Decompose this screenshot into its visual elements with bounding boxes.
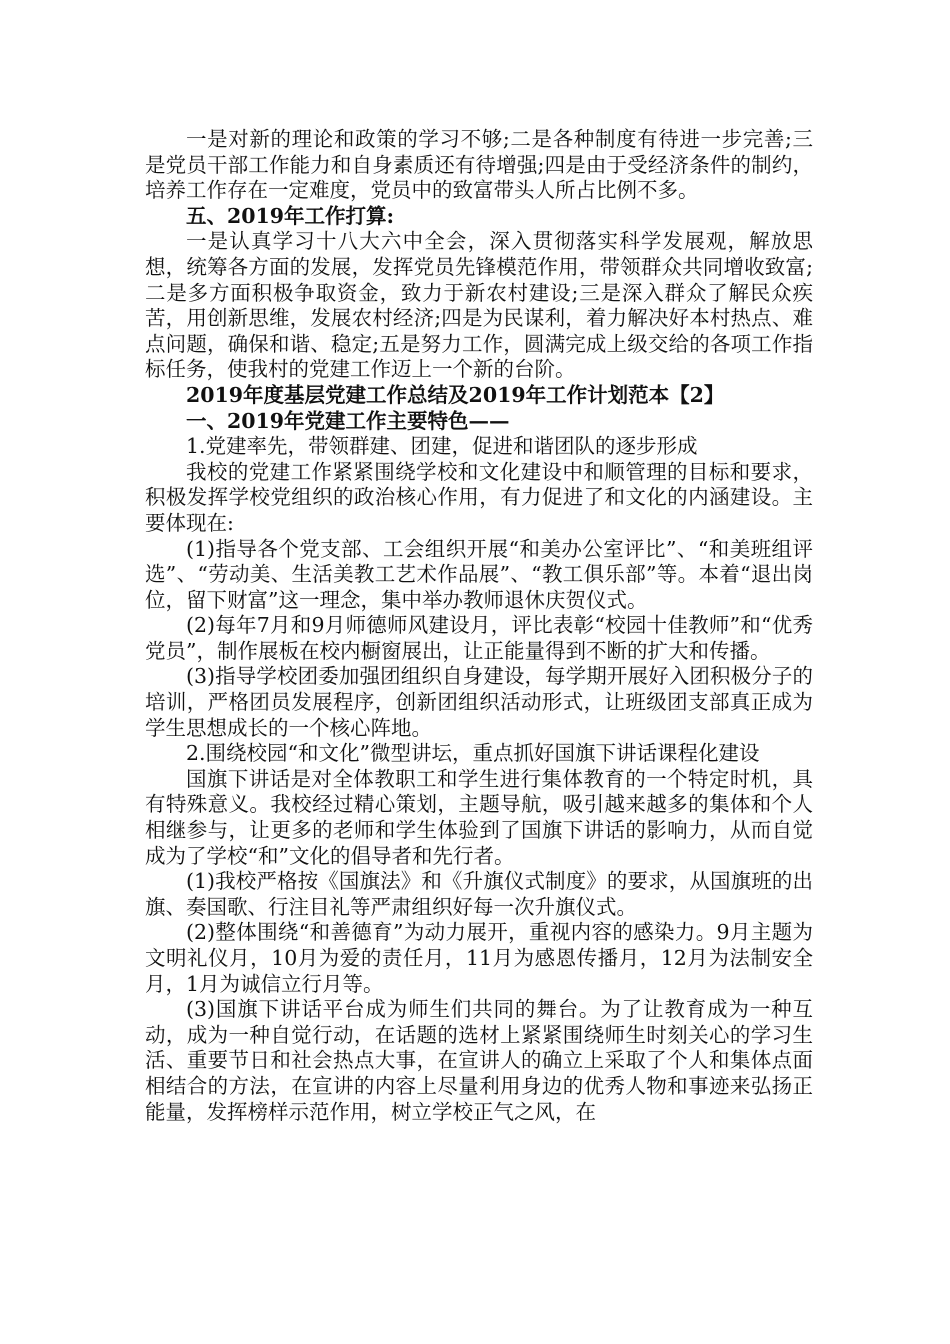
paragraph-plan: 一是认真学习十八大六中全会，深入贯彻落实科学发展观，解放思想，统筹各方面的发展，发挥党员先锋模范作用，带领群众共同增收致富;二是多方面积极争取资金，致力于新农村建设;三是深入群众了解民众疾苦，用创新思维，发展农村经济;四是为民谋利，着力解决好本村热点、难点问题，确保和谐、稳定;五是努力工作，圆满完成上级交给的各项工作指标任务，使我村的党建工作迈上一个新的台阶。 (145, 229, 813, 382)
list-item-1: (1)指导各个党支部、工会组织开展“和美办公室评比”、“和美班组评选”、“劳动美、生活美教工艺术作品展”、“教工俱乐部”等。本着“退出岗位，留下财富”这一理念，集中举办教师退休庆贺仪式。 (145, 536, 813, 612)
document-body (145, 127, 813, 1125)
paragraph-problems: 一是对新的理论和政策的学习不够;二是各种制度有待进一步完善;三是党员干部工作能力和自身素质还有待增强;四是由于受经济条件的制约，培养工作存在一定难度，党员中的致富带头人所占比例不多。 (145, 127, 813, 203)
list-item-3: (3)指导学校团委加强团组织自身建设，每学期开展好入团积极分子的培训，严格团员发展程序，创新团组织活动形式，让班级团支部真正成为学生思想成长的一个核心阵地。 (145, 664, 813, 740)
list-item-2: (2)每年7月和9月师德师风建设月，评比表彰“校园十佳教师”和“优秀党员”，制作展板在校内橱窗展出，让正能量得到不断的扩大和传播。 (145, 613, 813, 663)
paragraph-flag-speech: 国旗下讲话是对全体教职工和学生进行集体教育的一个特定时机，具有特殊意义。我校经过精心策划，主题导航，吸引越来越多的集体和个人相继参与，让更多的老师和学生体验到了国旗下讲话的影响力，从而自觉成为了学校“和”文化的倡导者和先行者。 (145, 766, 813, 868)
subheading-flag-speech: 2.围绕校园“和文化”微型讲坛，重点抓好国旗下讲话课程化建设 (186, 741, 760, 766)
document-title: 2019年度基层党建工作总结及2019年工作计划范本【2】 (186, 382, 725, 407)
subheading-party-first: 1.党建率先，带领群建、团建，促进和谐团队的逐步形成 (186, 434, 698, 459)
flag-list-item-3: (3)国旗下讲话平台成为师生们共同的舞台。为了让教育成为一种互动，成为一种自觉行动，在话题的选材上紧紧围绕师生时刻关心的学习生活、重要节日和社会热点大事，在宣讲人的确立上采取了个人和集体点面相结合的方法，在宣讲的内容上尽量利用身边的优秀人物和事迹来弘扬正能量，发挥榜样示范作用，树立学校正气之风，在 (145, 997, 813, 1124)
section-heading-features: 一、2019年党建工作主要特色—— (186, 408, 510, 433)
section-heading-plan: 五、2019年工作打算: (186, 203, 395, 228)
paragraph-party-work: 我校的党建工作紧紧围绕学校和文化建设中和顺管理的目标和要求，积极发挥学校党组织的政治核心作用，有力促进了和文化的内涵建设。主要体现在: (145, 459, 813, 535)
flag-list-item-2: (2)整体围绕“和善德育”为动力展开，重视内容的感染力。9月主题为文明礼仪月，10月为爱的责任月，11月为感恩传播月，12月为法制安全月，1月为诚信立行月等。 (145, 920, 813, 996)
flag-list-item-1: (1)我校严格按《国旗法》和《升旗仪式制度》的要求，从国旗班的出旗、奏国歌、行注目礼等严肃组织好每一次升旗仪式。 (145, 869, 813, 919)
